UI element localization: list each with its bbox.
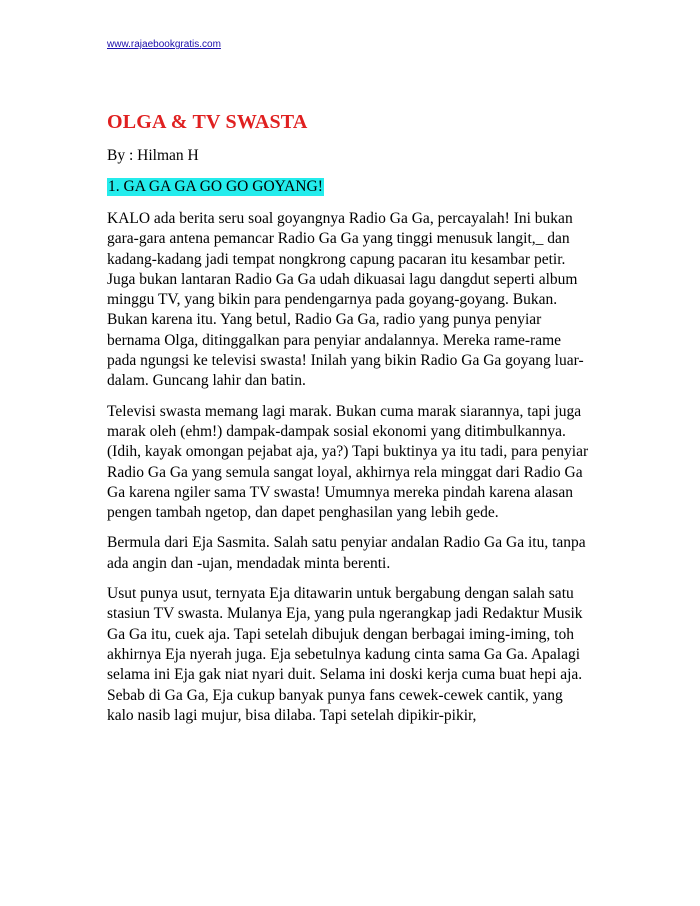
paragraph: Usut punya usut, ternyata Eja ditawarin untuk bergabung dengan salah satu stasiun TV swasta. Mulanya Eja, yang pula ngerangkap jadi Redaktur Musik Ga Ga itu, cuek aja. Tapi setelah dibujuk dengan berbagai iming-iming, toh akhirnya Eja nyerah juga. Eja sebetulnya kadung cinta sama Ga Ga. Apalagi selama ini Eja gak niat nyari duit. Selama ini doski kerja cuma buat hepi aja. Sebab di Ga Ga, Eja cukup banyak punya fans cewek-cewek cantik, yang kalo nasib lagi mujur, bisa dilaba. Tapi setelah dipikir-pikir,: [107, 585, 583, 724]
paragraph: Bermula dari Eja Sasmita. Salah satu penyiar andalan Radio Ga Ga itu, tanpa ada angin dan -ujan, mendadak minta berenti.: [107, 534, 586, 572]
body-text: [107, 209, 591, 736]
chapter-heading: 1. GA GA GA GO GO GOYANG!: [108, 178, 323, 195]
byline: By : Hilman H: [107, 147, 199, 164]
site-link[interactable]: www.rajaebookgratis.com: [107, 39, 221, 50]
page-title: OLGA & TV SWASTA: [107, 111, 308, 133]
paragraph: KALO ada berita seru soal goyangnya Radio Ga Ga, percayalah! Ini bukan gara-gara antena pemancar Radio Ga Ga yang tinggi menusuk langit,_ dan kadang-kadang jadi tempat nongkrong capung pacaran itu kesambar petir. Juga bukan lantaran Radio Ga Ga udah dikuasai lagu dangdut seperti album minggu TV, yang bikin para pendengarnya pada goyang-goyang. Bukan. Bukan karena itu. Yang betul, Radio Ga Ga, radio yang punya penyiar bernama Olga, ditinggalkan para penyiar andalannya. Mereka rame-rame pada ngungsi ke televisi swasta! Inilah yang bikin Radio Ga Ga goyang luar-dalam. Guncang lahir dan batin.: [107, 210, 584, 390]
paragraph: Televisi swasta memang lagi marak. Bukan cuma marak siarannya, tapi juga marak oleh (ehm!) dampak-dampak sosial ekonomi yang ditimbulkannya. (Idih, kayak omongan pejabat aja, ya?) Tapi buktinya ya itu tadi, para penyiar Radio Ga Ga yang semula sangat loyal, akhirnya rela minggat dari Radio Ga Ga karena ngiler sama TV swasta! Umumnya mereka pindah karena alasan pengen tambah ngetop, dan dapet penghasilan yang lebih gede.: [107, 402, 589, 522]
